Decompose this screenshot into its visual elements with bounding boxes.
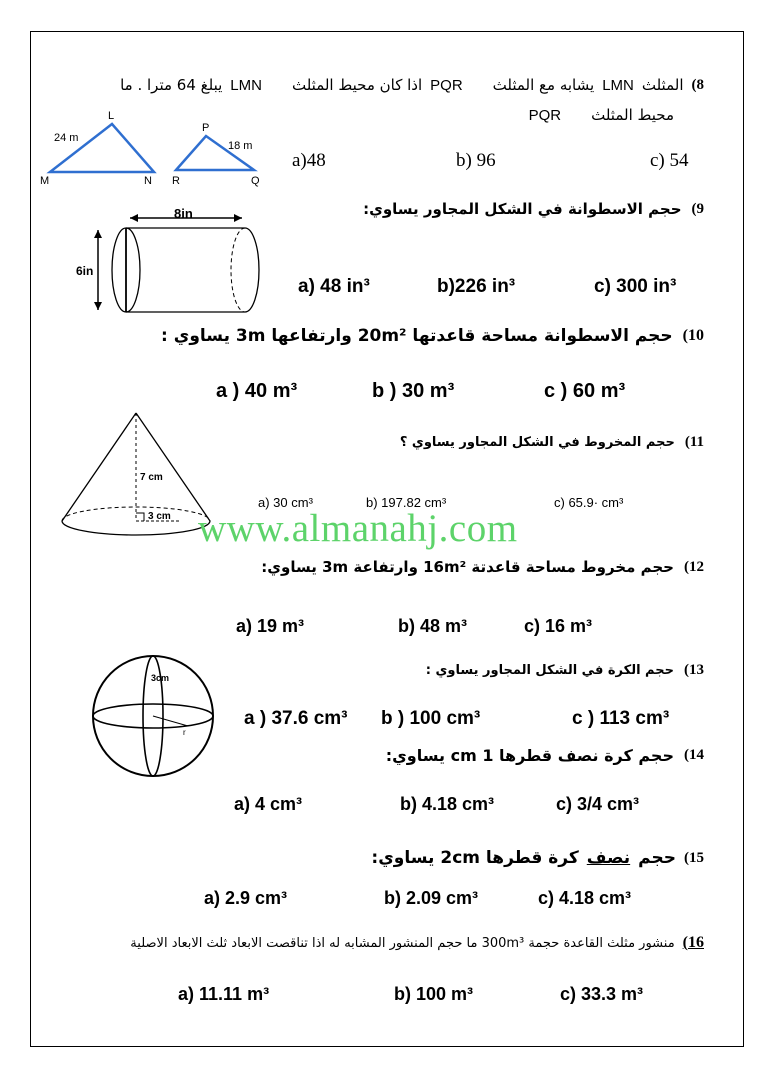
q9-height-label: 6in [76, 264, 94, 278]
q13-number: 13) [684, 662, 704, 678]
q9-number: 9) [691, 200, 704, 217]
q14-option-b: b) 4.18 cm³ [400, 794, 495, 814]
q14-option-a: a) 4 cm³ [234, 794, 303, 814]
q13-line [426, 662, 704, 679]
q9-text: حجم الاسطوانة في الشكل المجاور يساوي: [363, 200, 682, 218]
q10-option-c: c ) 60 m³ [544, 380, 626, 402]
q14-option-c: c) 3/4 cm³ [556, 794, 640, 814]
q10-text: حجم الاسطوانة مساحة قاعدتها 20m² وارتفاعها 3m يساوي : [161, 326, 673, 346]
label-Q: Q [251, 175, 260, 187]
q8-pqr-2: PQR [528, 106, 562, 124]
q15-line [371, 848, 704, 868]
q8-option-a: a)48 [292, 150, 326, 171]
q10-number: 10) [682, 327, 704, 344]
q15-number: 15) [684, 849, 704, 866]
q11-text: حجم المخروط في الشكل المجاور يساوي ؟ [399, 435, 675, 450]
q8-text-5: محيط المثلث [591, 106, 674, 124]
q12-option-c: c) 16 m³ [524, 616, 593, 636]
q16-line [130, 934, 704, 952]
q13-radius-label: 3cm [151, 673, 170, 683]
watermark: www.almanahj.com [198, 507, 518, 550]
q12-option-a: a) 19 m³ [236, 616, 305, 636]
q8-line2 [529, 106, 674, 124]
q8-text-2: يشابه مع المثلث [492, 76, 595, 94]
q13-option-c: c ) 113 cm³ [572, 708, 670, 729]
q8-lmn-2: LMN [230, 76, 262, 94]
q13-r-label: r [183, 728, 186, 737]
q12-line [261, 558, 704, 576]
q8-line1 [120, 76, 704, 94]
q15-option-b: b) 2.09 cm³ [384, 888, 479, 908]
q10-line [161, 326, 704, 346]
q8-text-1: المثلث [641, 76, 684, 94]
q11-radius-label: 3 cm [148, 511, 171, 522]
q15-text-underlined: نصف [586, 848, 631, 868]
q8-lmn-1: LMN [602, 76, 634, 94]
q9-option-c: c) 300 in³ [594, 276, 677, 297]
q15-option-a: a) 2.9 cm³ [204, 888, 288, 908]
q8-number: 8) [691, 76, 704, 93]
q13-option-a: a ) 37.6 cm³ [244, 708, 348, 729]
q9-length-label: 8in [174, 206, 193, 221]
q11-line [400, 434, 704, 451]
q12-text: حجم مخروط مساحة قاعدتة 16m² وارتفاعة 3m يساوي: [261, 558, 674, 576]
q8-pqr-1: PQR [430, 76, 463, 94]
q15-text-pre: حجم [638, 848, 676, 868]
q14-number: 14) [684, 747, 704, 763]
q13-sphere-figure [80, 652, 230, 782]
label-18m: 18 m [228, 140, 253, 152]
label-L: L [108, 110, 115, 122]
label-24m: 24 m [54, 132, 79, 144]
q14-line [386, 746, 704, 765]
q16-text: منشور مثلث القاعدة حجمة 300m³ ما حجم المنشور المشابه له اذا تناقصت الابعاد ثلث الابعاد الاصلية [130, 935, 675, 951]
q8-option-b: b) 96 [456, 150, 496, 171]
q15-option-c: c) 4.18 cm³ [538, 888, 632, 908]
q8-text-3: اذا كان محيط المثلث [291, 76, 423, 94]
q11-number: 11) [684, 434, 704, 450]
q13-option-b: b ) 100 cm³ [381, 708, 481, 729]
label-R: R [172, 175, 180, 187]
q10-option-a: a ) 40 m³ [216, 380, 298, 402]
q16-option-c: c) 33.3 m³ [560, 984, 644, 1004]
q9-line [363, 200, 704, 218]
label-P: P [202, 122, 210, 134]
q11-height-label: 7 cm [140, 472, 163, 483]
q8-option-c: c) 54 [650, 150, 689, 171]
q16-number: 16) [682, 934, 704, 951]
q14-text: حجم كرة نصف قطرها 1 cm يساوي: [385, 746, 674, 765]
q12-number: 12) [684, 558, 704, 575]
q8-text-4: يبلغ 64 مترا . ما [120, 76, 223, 94]
q16-option-a: a) 11.11 m³ [178, 984, 270, 1004]
label-N: N [144, 175, 152, 187]
q13-text: حجم الكرة في الشكل المجاور يساوي : [425, 663, 674, 678]
q9-option-a: a) 48 in³ [298, 276, 370, 297]
label-M: M [40, 175, 50, 187]
q11-option-a: a) 30 cm³ [258, 495, 313, 510]
q11-option-b: b) 197.82 cm³ [366, 495, 447, 510]
q10-option-b: b ) 30 m³ [372, 380, 455, 402]
q9-option-b: b)226 in³ [437, 276, 516, 297]
q16-option-b: b) 100 m³ [394, 984, 474, 1004]
q15-text-post: كرة قطرها 2cm يساوي: [371, 848, 579, 868]
q11-option-c: c) 65.9· cm³ [554, 495, 624, 510]
q12-option-b: b) 48 m³ [398, 616, 468, 636]
